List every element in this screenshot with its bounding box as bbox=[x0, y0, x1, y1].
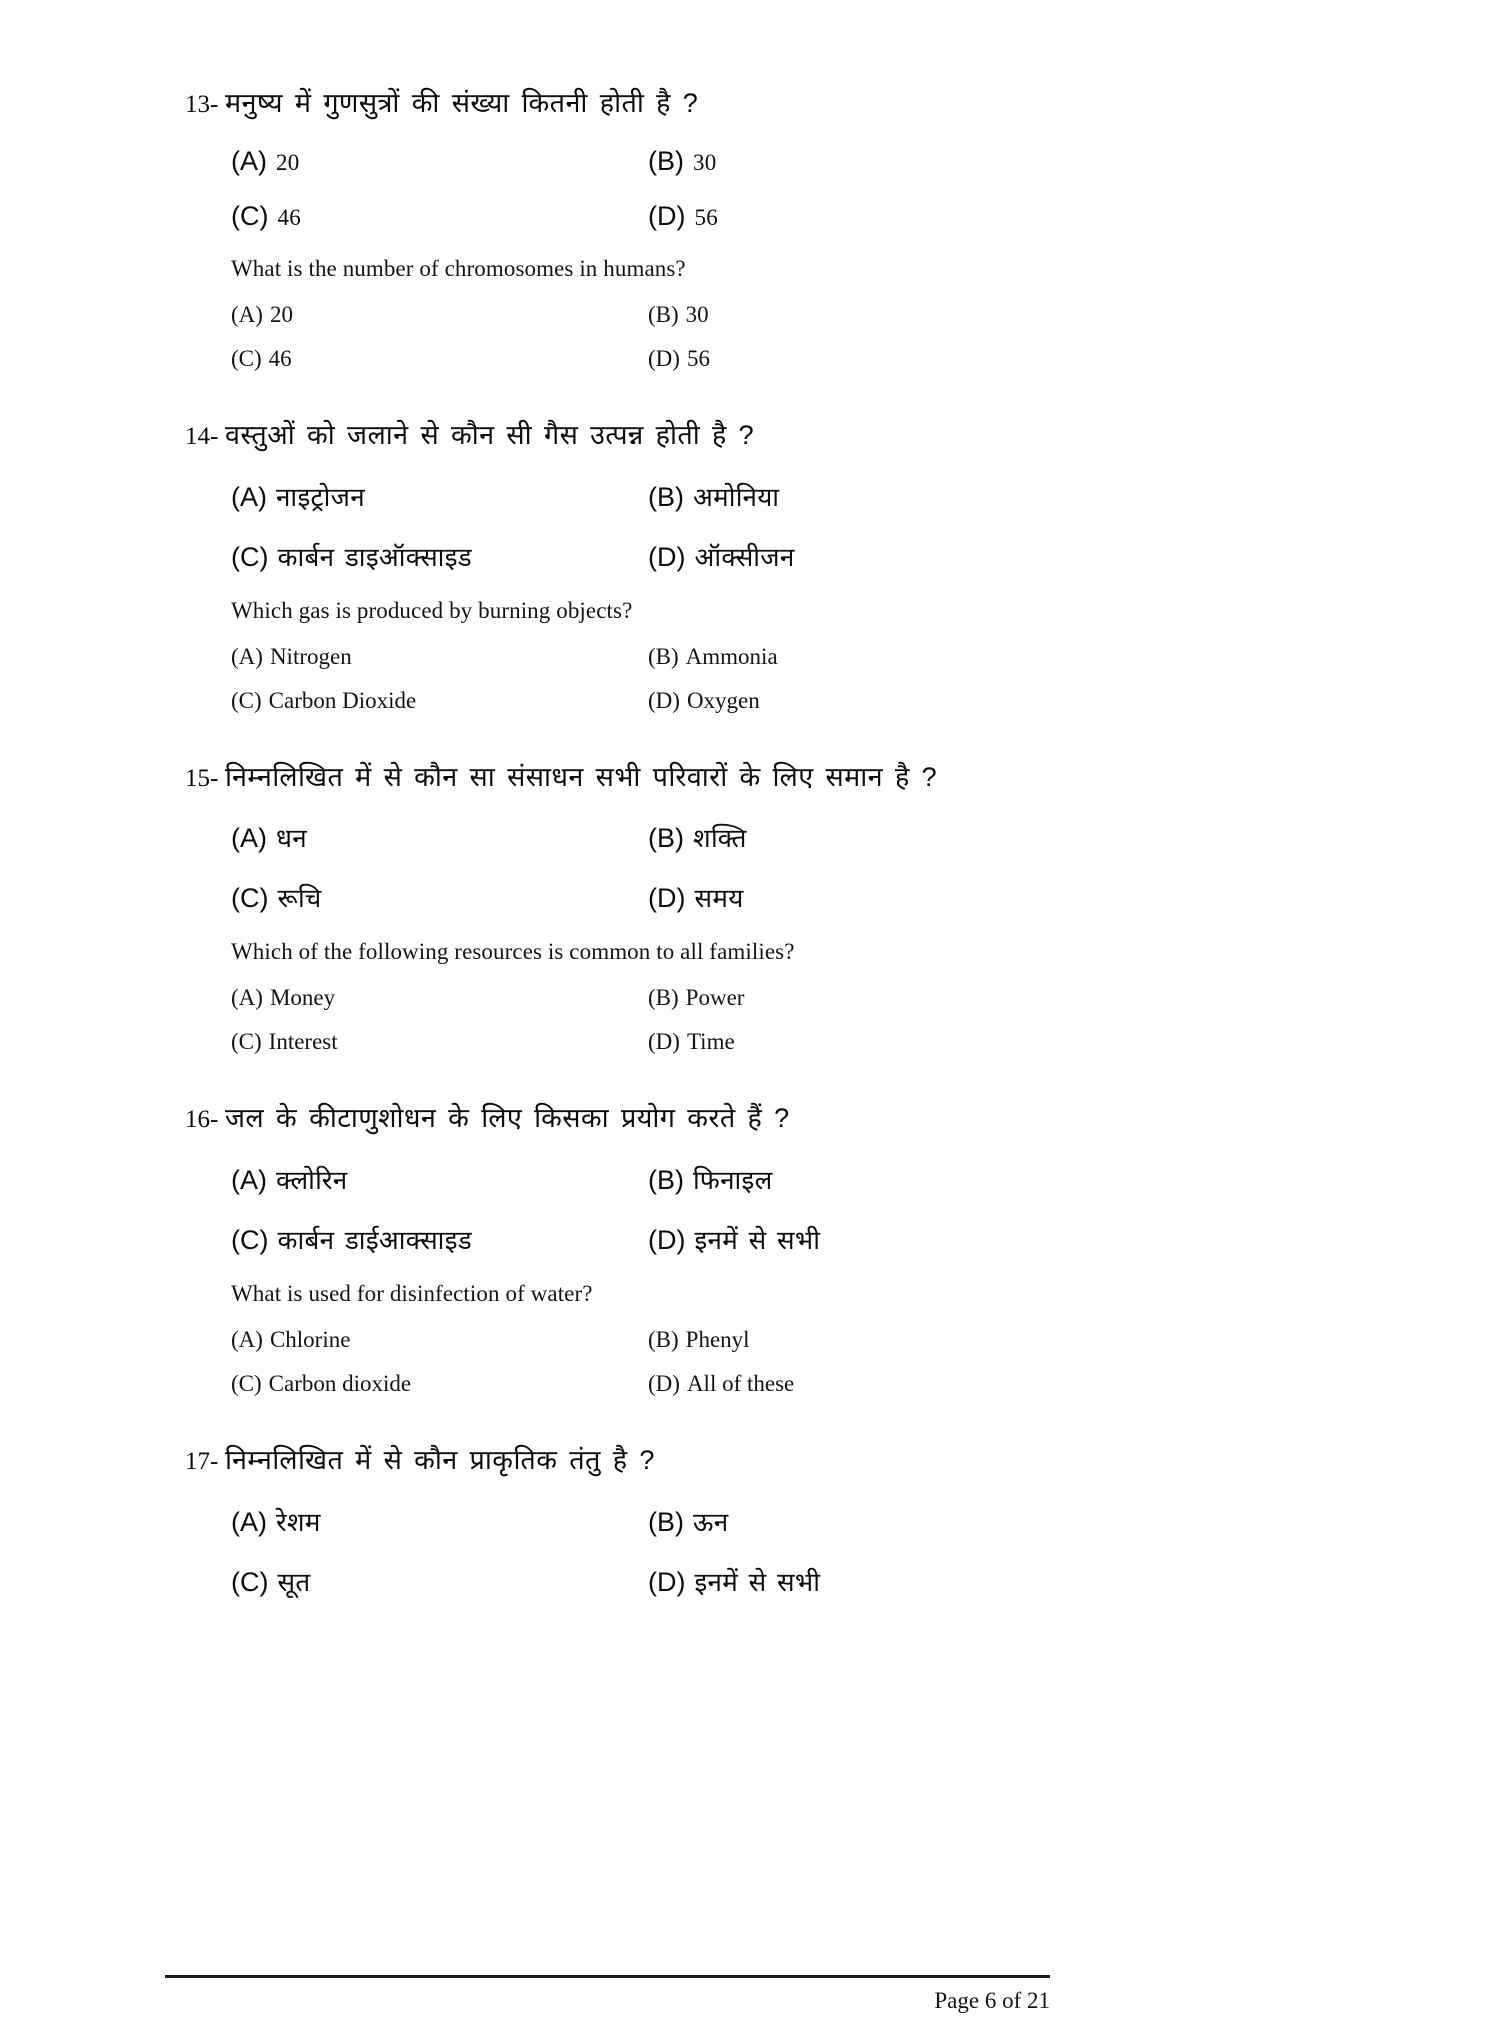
option-16-hi-a[interactable] bbox=[231, 1161, 648, 1197]
question-block-14 bbox=[185, 420, 1065, 714]
english-options-row-14-cd bbox=[231, 688, 1065, 714]
option-value: 20 bbox=[276, 149, 300, 175]
option-13-hi-a[interactable] bbox=[231, 146, 648, 177]
option-value: 46 bbox=[268, 345, 292, 371]
question-number-13: 13- bbox=[185, 91, 219, 118]
english-options-row-14-ab bbox=[231, 644, 1065, 670]
question-text-english-15: Which of the following resources is common to all families? bbox=[231, 939, 795, 965]
option-value: Interest bbox=[268, 1029, 338, 1055]
option-value: फिनाइल bbox=[693, 1165, 773, 1195]
option-13-hi-d[interactable] bbox=[648, 201, 1065, 232]
option-label: (B) bbox=[648, 145, 684, 176]
option-15-hi-a[interactable] bbox=[231, 819, 648, 855]
option-value: 30 bbox=[693, 149, 717, 175]
option-label: (C) bbox=[231, 541, 269, 572]
english-options-row-16-cd bbox=[231, 1371, 1065, 1397]
option-label: (B) bbox=[648, 481, 684, 512]
option-label: (D) bbox=[648, 1029, 680, 1055]
hindi-options-row-15-ab bbox=[231, 819, 1065, 855]
hindi-options-row-13-cd bbox=[231, 201, 1065, 232]
option-value: 20 bbox=[269, 301, 293, 327]
english-options-row-15-ab bbox=[231, 985, 1065, 1011]
option-value: Power bbox=[685, 985, 745, 1011]
option-label: (A) bbox=[231, 985, 263, 1011]
option-13-en-b[interactable] bbox=[648, 302, 1065, 328]
option-label: (C) bbox=[231, 883, 269, 914]
option-14-hi-b[interactable] bbox=[648, 478, 1065, 514]
option-label: (B) bbox=[648, 643, 679, 669]
option-label: (A) bbox=[231, 823, 267, 854]
option-value: सूत bbox=[277, 1566, 311, 1597]
option-14-en-b[interactable] bbox=[648, 644, 1065, 670]
option-value: Phenyl bbox=[685, 1327, 750, 1352]
question-text-english-13: What is the number of chromosomes in humans? bbox=[231, 255, 686, 281]
option-label: (A) bbox=[231, 301, 263, 327]
option-value: नाइट्रोजन bbox=[276, 481, 365, 512]
option-16-hi-b[interactable] bbox=[648, 1161, 1065, 1197]
option-label: (B) bbox=[648, 1327, 679, 1352]
option-label: (C) bbox=[231, 1225, 269, 1255]
option-15-en-b[interactable] bbox=[648, 985, 1065, 1011]
hindi-options-row-15-cd bbox=[231, 879, 1065, 915]
option-16-en-a[interactable] bbox=[231, 1327, 648, 1353]
option-label: (D) bbox=[648, 1566, 686, 1597]
option-label: (D) bbox=[648, 200, 686, 231]
option-label: (D) bbox=[648, 687, 680, 713]
question-heading-17 bbox=[185, 1445, 1065, 1477]
english-options-row-13-ab bbox=[231, 302, 1065, 328]
page-number-footer: Page 6 of 21 bbox=[934, 1988, 1050, 2013]
question-list bbox=[185, 88, 1065, 1623]
option-16-en-b[interactable] bbox=[648, 1327, 1065, 1353]
option-16-hi-c[interactable] bbox=[231, 1221, 648, 1257]
footer-divider bbox=[165, 1975, 1050, 1978]
option-16-en-c[interactable] bbox=[231, 1371, 648, 1397]
english-options-row-15-cd bbox=[231, 1029, 1065, 1055]
option-value: Chlorine bbox=[269, 1327, 351, 1352]
option-label: (D) bbox=[648, 1371, 680, 1396]
option-16-hi-d[interactable] bbox=[648, 1221, 1065, 1257]
option-13-en-a[interactable] bbox=[231, 302, 648, 328]
question-spacer bbox=[185, 390, 1065, 420]
question-heading-15 bbox=[185, 762, 1065, 794]
option-14-en-d[interactable] bbox=[648, 688, 1065, 714]
english-options-row-13-cd bbox=[231, 346, 1065, 372]
option-17-hi-b[interactable] bbox=[648, 1503, 1065, 1539]
option-label: (C) bbox=[231, 345, 262, 371]
option-15-hi-d[interactable] bbox=[648, 879, 1065, 915]
hindi-options-row-17-cd bbox=[231, 1563, 1065, 1599]
option-label: (C) bbox=[231, 687, 262, 713]
question-heading-13 bbox=[185, 88, 1065, 120]
option-value: रूचि bbox=[277, 883, 322, 914]
option-value: Oxygen bbox=[686, 687, 760, 713]
option-label: (A) bbox=[231, 481, 267, 512]
question-heading-14 bbox=[185, 420, 1065, 452]
option-label: (D) bbox=[648, 541, 686, 572]
option-label: (C) bbox=[231, 1371, 262, 1396]
option-value: 56 bbox=[686, 345, 710, 371]
option-label: (B) bbox=[648, 823, 684, 854]
question-text-hindi-14: वस्तुओं को जलाने से कौन सी गैस उत्पन्न होती है ? bbox=[225, 419, 755, 450]
option-label: (B) bbox=[648, 985, 679, 1011]
option-14-hi-c[interactable] bbox=[231, 538, 648, 574]
option-16-en-d[interactable] bbox=[648, 1371, 1065, 1397]
option-value: 46 bbox=[277, 204, 302, 230]
hindi-options-row-17-ab bbox=[231, 1503, 1065, 1539]
option-label: (C) bbox=[231, 1566, 269, 1597]
question-text-hindi-13: मनुष्य में गुणसुत्रों की संख्या कितनी होती है ? bbox=[225, 88, 699, 118]
option-value: अमोनिया bbox=[693, 481, 780, 512]
question-spacer bbox=[185, 1073, 1065, 1103]
hindi-options-row-13-ab bbox=[231, 146, 1065, 177]
option-value: कार्बन डाइऑक्साइड bbox=[277, 541, 472, 572]
option-label: (A) bbox=[231, 145, 267, 176]
option-label: (A) bbox=[231, 1327, 263, 1352]
option-14-hi-d[interactable] bbox=[648, 538, 1065, 574]
hindi-options-row-14-cd bbox=[231, 538, 1065, 574]
option-label: (C) bbox=[231, 200, 269, 231]
option-value: शक्ति bbox=[693, 823, 747, 854]
option-14-en-a[interactable] bbox=[231, 644, 648, 670]
option-13-hi-c[interactable] bbox=[231, 201, 648, 232]
question-spacer bbox=[185, 732, 1065, 762]
question-block-16 bbox=[185, 1103, 1065, 1397]
question-text-english-16: What is used for disinfection of water? bbox=[231, 1281, 593, 1306]
option-value: 56 bbox=[694, 204, 719, 230]
question-block-13 bbox=[185, 88, 1065, 372]
option-value: All of these bbox=[686, 1371, 795, 1396]
option-value: Nitrogen bbox=[269, 643, 352, 669]
question-text-hindi-16: जल के कीटाणुशोधन के लिए किसका प्रयोग करते हैं ? bbox=[225, 1103, 790, 1134]
question-number-14: 14- bbox=[185, 422, 219, 450]
option-label: (C) bbox=[231, 1029, 262, 1055]
option-value: Ammonia bbox=[685, 643, 778, 669]
option-17-hi-d[interactable] bbox=[648, 1563, 1065, 1599]
option-value: कार्बन डाईआक्साइड bbox=[277, 1225, 472, 1255]
option-14-en-c[interactable] bbox=[231, 688, 648, 714]
option-label: (A) bbox=[231, 1165, 267, 1195]
option-value: Money bbox=[269, 985, 336, 1011]
option-value: समय bbox=[694, 883, 744, 914]
option-15-en-d[interactable] bbox=[648, 1029, 1065, 1055]
question-text-hindi-15: निम्नलिखित में से कौन सा संसाधन सभी परिवारों के लिए समान है ? bbox=[225, 761, 938, 792]
option-label: (D) bbox=[648, 345, 680, 371]
option-label: (B) bbox=[648, 1165, 684, 1195]
option-15-en-c[interactable] bbox=[231, 1029, 648, 1055]
option-value: Carbon dioxide bbox=[268, 1371, 412, 1396]
option-value: Time bbox=[686, 1029, 735, 1055]
option-label: (D) bbox=[648, 1225, 686, 1255]
option-15-en-a[interactable] bbox=[231, 985, 648, 1011]
option-13-en-c[interactable] bbox=[231, 346, 648, 372]
question-block-17 bbox=[185, 1445, 1065, 1599]
option-value: ऊन bbox=[693, 1506, 729, 1537]
option-value: रेशम bbox=[276, 1506, 321, 1537]
option-15-hi-b[interactable] bbox=[648, 819, 1065, 855]
question-block-15 bbox=[185, 762, 1065, 1056]
option-17-hi-a[interactable] bbox=[231, 1503, 648, 1539]
option-value: ऑक्सीजन bbox=[694, 541, 795, 572]
option-value: 30 bbox=[685, 301, 709, 327]
question-text-hindi-17: निम्नलिखित में से कौन प्राकृतिक तंतु है ? bbox=[225, 1445, 655, 1475]
option-value: इनमें से सभी bbox=[694, 1225, 821, 1255]
option-label: (B) bbox=[648, 301, 679, 327]
hindi-options-row-16-cd bbox=[231, 1221, 1065, 1257]
option-value: Carbon Dioxide bbox=[268, 687, 417, 713]
hindi-options-row-16-ab bbox=[231, 1161, 1065, 1197]
question-heading-16 bbox=[185, 1103, 1065, 1135]
hindi-options-row-14-ab bbox=[231, 478, 1065, 514]
option-13-en-d[interactable] bbox=[648, 346, 1065, 372]
question-text-english-14: Which gas is produced by burning objects? bbox=[231, 597, 633, 623]
option-label: (A) bbox=[231, 1506, 267, 1537]
option-label: (D) bbox=[648, 883, 686, 914]
option-14-hi-a[interactable] bbox=[231, 478, 648, 514]
option-value: क्लोरिन bbox=[276, 1165, 348, 1195]
option-label: (B) bbox=[648, 1506, 684, 1537]
question-number-17: 17- bbox=[185, 1448, 219, 1475]
english-options-row-16-ab bbox=[231, 1327, 1065, 1353]
option-value: इनमें से सभी bbox=[694, 1566, 821, 1597]
option-13-hi-b[interactable] bbox=[648, 146, 1065, 177]
question-number-16: 16- bbox=[185, 1106, 219, 1134]
question-number-15: 15- bbox=[185, 764, 219, 792]
option-value: धन bbox=[276, 823, 308, 854]
question-spacer bbox=[185, 1415, 1065, 1445]
option-17-hi-c[interactable] bbox=[231, 1563, 648, 1599]
option-15-hi-c[interactable] bbox=[231, 879, 648, 915]
option-label: (A) bbox=[231, 643, 263, 669]
